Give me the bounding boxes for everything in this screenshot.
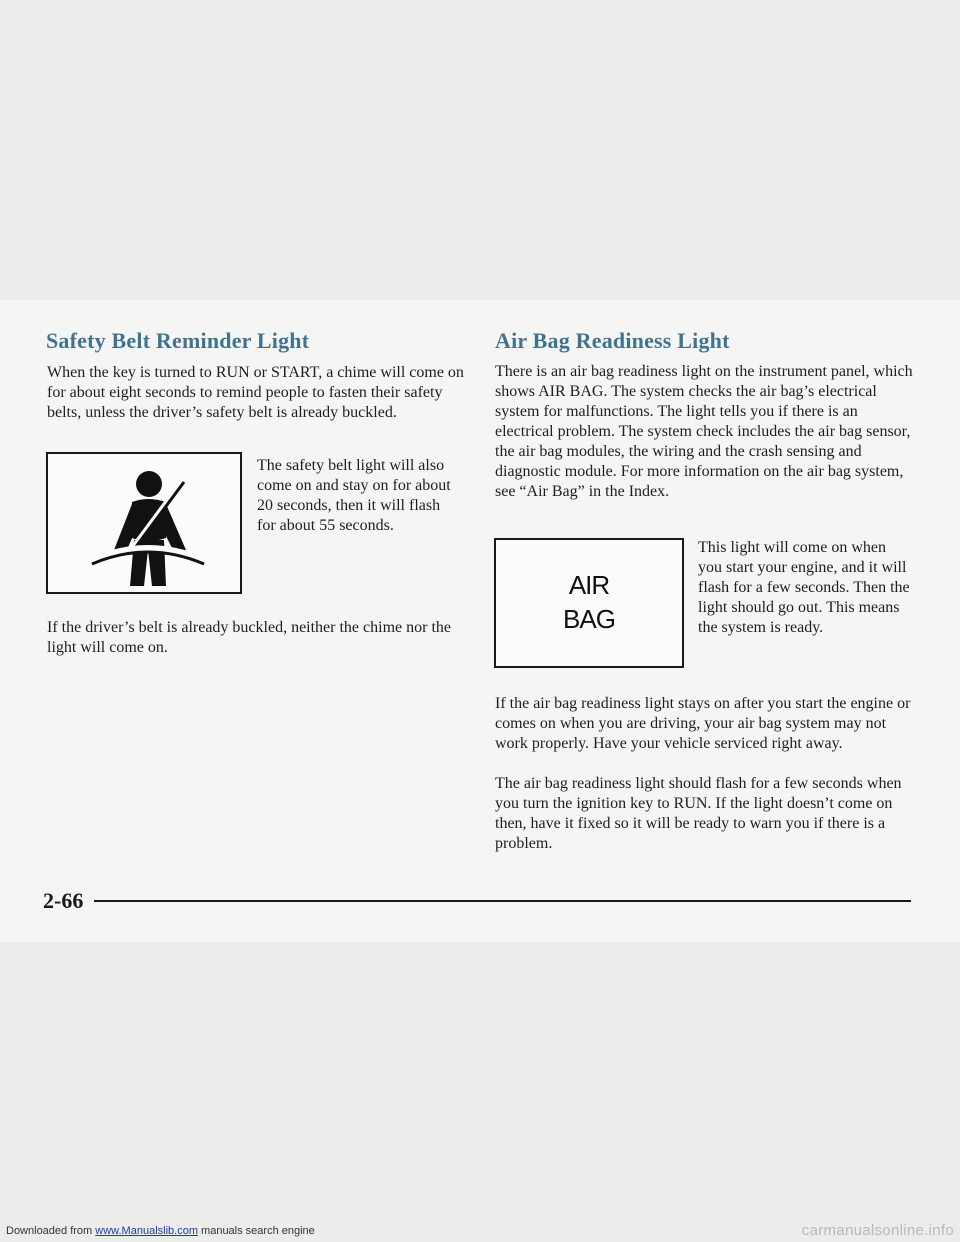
air-bag-paragraph-3: The air bag readiness light should flash for a few seconds when you turn the ignition key to RUN. If the light doesn’t come on then, have it fixed so it will be ready to warn you if there is a problem. xyxy=(495,775,902,852)
manual-page xyxy=(0,300,960,942)
safety-belt-outro: If the driver’s belt is already buckled, neither the chime nor the light will come on. xyxy=(47,619,451,656)
page-number: 2-66 xyxy=(43,888,84,913)
page-rule xyxy=(94,900,911,902)
air-bag-paragraph-2: If the air bag readiness light stays on after you start the engine or comes on when you are driving, your air bag system may not work properly. Have your vehicle serviced right away. xyxy=(495,695,911,752)
safety-belt-icon xyxy=(48,454,240,592)
safety-belt-icon-caption: The safety belt light will also come on and stay on for about 20 seconds, then it will flash for about 55 seconds. xyxy=(257,457,451,534)
safety-belt-heading: Safety Belt Reminder Light xyxy=(46,328,310,353)
download-footer xyxy=(6,1225,315,1237)
safety-belt-intro: When the key is turned to RUN or START, a chime will come on for about eight seconds to remind people to fasten their safety belts, unless the driver’s safety belt is already buckled. xyxy=(47,364,464,421)
air-bag-intro: There is an air bag readiness light on the instrument panel, which shows AIR BAG. The system checks the air bag’s electrical system for malfunctions. The light tells you if there is an electrical problem. The system check includes the air bag sensor, the air bag modules, the wiring and the crash sensing and diagnostic module. For more information on the air bag system, see “Air Bag” in the Index. xyxy=(495,363,913,500)
manualslib-link[interactable]: www.Manualslib.com xyxy=(95,1225,198,1237)
air-bag-icon-box xyxy=(494,538,684,668)
air-bag-icon-line2: BAG xyxy=(563,604,615,634)
air-bag-icon-line1: AIR xyxy=(568,570,610,600)
safety-belt-icon-box xyxy=(46,452,242,594)
watermark: carmanualsonline.info xyxy=(801,1222,954,1239)
air-bag-icon-caption: This light will come on when you start your engine, and it will flash for a few seconds. Then the light should go out. This means the system is ready. xyxy=(698,539,910,636)
air-bag-heading: Air Bag Readiness Light xyxy=(495,328,730,353)
footer-prefix: Downloaded from xyxy=(6,1225,96,1237)
footer-suffix: manuals search engine xyxy=(197,1225,315,1237)
